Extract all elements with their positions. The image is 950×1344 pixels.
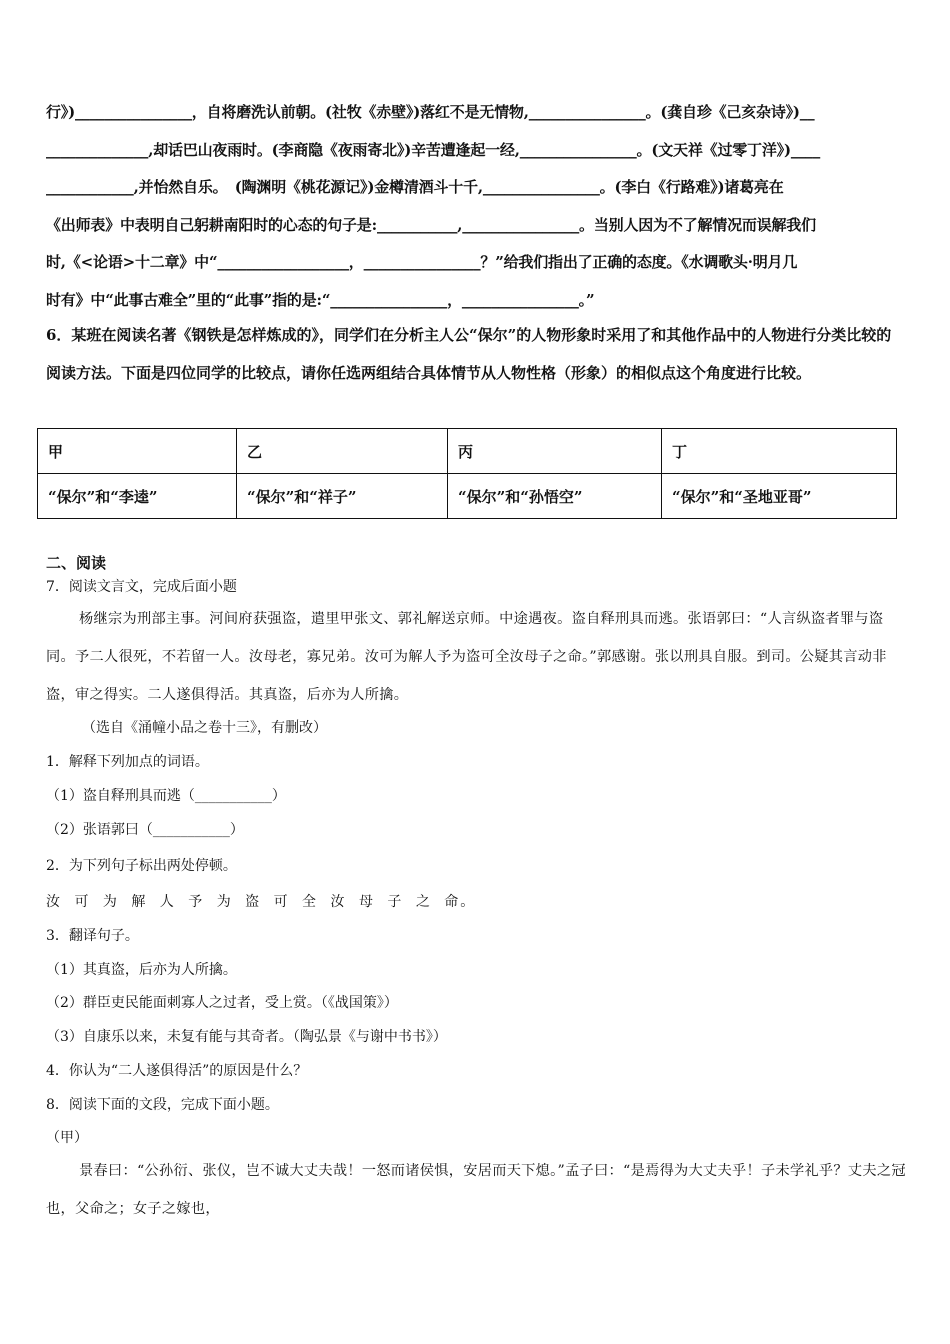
question-6-text: 6．某班在阅读名著《钢铁是怎样炼成的》，同学们在分析主人公“保尔”的人物形象时采用了和其他作品中的人物进行分类比较的阅读方法。下面是四位同学的比较点，请你任选两组结合具体情节从人物性格（形象）的相似点这个角度进行比较。 [46, 326, 892, 382]
table-cell: “保尔”和“祥子” [237, 474, 448, 519]
sub-question-3-1: （1）其真盗，后亦为人所擒。 [46, 962, 237, 978]
passage-label-jia: （甲） [46, 1130, 88, 1146]
fill-line-5: 时,《<论语>十二章》中“__________________，________________？”给我们指出了正确的态度。《水调歌头·明月几 [46, 253, 798, 271]
section-heading: 二、阅读 [46, 554, 107, 572]
passage-source: （选自《涌幢小品之卷十三》，有删改） [82, 720, 327, 736]
sub-question-3: 3．翻译句子。 [46, 928, 139, 944]
pause-sentence: 汝 可 为 解 人 予 为 盗 可 全 汝 母 子 之 命。 [46, 894, 477, 910]
sub-question-1: 1．解释下列加点的词语。 [46, 754, 209, 770]
sub-question-1-2: （2）张语郭曰（___________） [46, 822, 244, 838]
sub-question-3-2: （2）群臣吏民能面刺寡人之过者，受上赏。（《战国策》） [46, 995, 398, 1011]
classical-passage: 杨继宗为刑部主事。河间府获强盗，遣里甲张文、郭礼解送京师。中途遇夜。盗自释刑具而逃。张语郭曰：“人言纵盗者罪与盗同。予二人很死，不若留一人。汝母老，寡兄弟。汝可为解人予为盗可全汝母子之命。”郭感谢。张以刑具自服。到司。公疑其言动非盗，审之得实。二人遂俱得活。其真盗，后亦为人所擒。 [46, 611, 887, 703]
table-header-cell: 甲 [38, 429, 237, 474]
table-header-row [38, 429, 897, 474]
comparison-table [37, 428, 897, 519]
table-header-cell: 丁 [662, 429, 897, 474]
sub-question-2: 2．为下列句子标出两处停顿。 [46, 858, 237, 874]
fill-line-1: 行》)________________，自将磨洗认前朝。(社牧《赤壁》)落红不是无情物,________________。(龚自珍《己亥杂诗》)__ [46, 103, 815, 121]
mencius-passage: 景春曰：“公孙衍、张仪，岂不诚大丈夫哉！一怒而诸侯惧，安居而天下熄。”孟子曰：“是焉得为大丈夫乎！子未学礼乎？丈夫之冠也，父命之；女子之嫁也， [46, 1163, 906, 1217]
table-header-cell: 乙 [237, 429, 448, 474]
sub-question-4: 4．你认为“二人遂俱得活”的原因是什么？ [46, 1063, 308, 1079]
table-row [38, 474, 897, 519]
fill-line-4: 《出师表》中表明自己躬耕南阳时的心态的句子是:___________,________________。当别人因为不了解情况而误解我们 [46, 215, 816, 234]
table-cell: “保尔”和“李逵” [38, 474, 237, 519]
table-header-cell: 丙 [448, 429, 662, 474]
sub-question-1-1: （1）盗自释刑具而逃（___________） [46, 788, 286, 804]
table-cell: “保尔”和“圣地亚哥” [662, 474, 897, 519]
question-7-title: 7．阅读文言文，完成后面小题 [46, 579, 237, 595]
table-cell: “保尔”和“孙悟空” [448, 474, 662, 519]
sub-question-3-3: （3）自康乐以来，未复有能与其奇者。（陶弘景《与谢中书书》） [46, 1029, 447, 1045]
question-8-title: 8．阅读下面的文段，完成下面小题。 [46, 1097, 279, 1113]
fill-line-6: 时有》中“此事古难全”里的“此事”指的是:“________________，________________。” [46, 290, 595, 309]
poetry-fill-in-block [46, 94, 906, 319]
fill-line-3: ____________,并怡然自乐。 (陶渊明《桃花源记》)金樽清酒斗十千,________________。(李白《行路难》)诸葛亮在 [46, 178, 784, 196]
fill-line-2: ______________,却话巴山夜雨时。(李商隐《夜雨寄北》)辛苦遭逢起一经,________________。(文天祥《过零丁洋》)____ [46, 140, 821, 159]
